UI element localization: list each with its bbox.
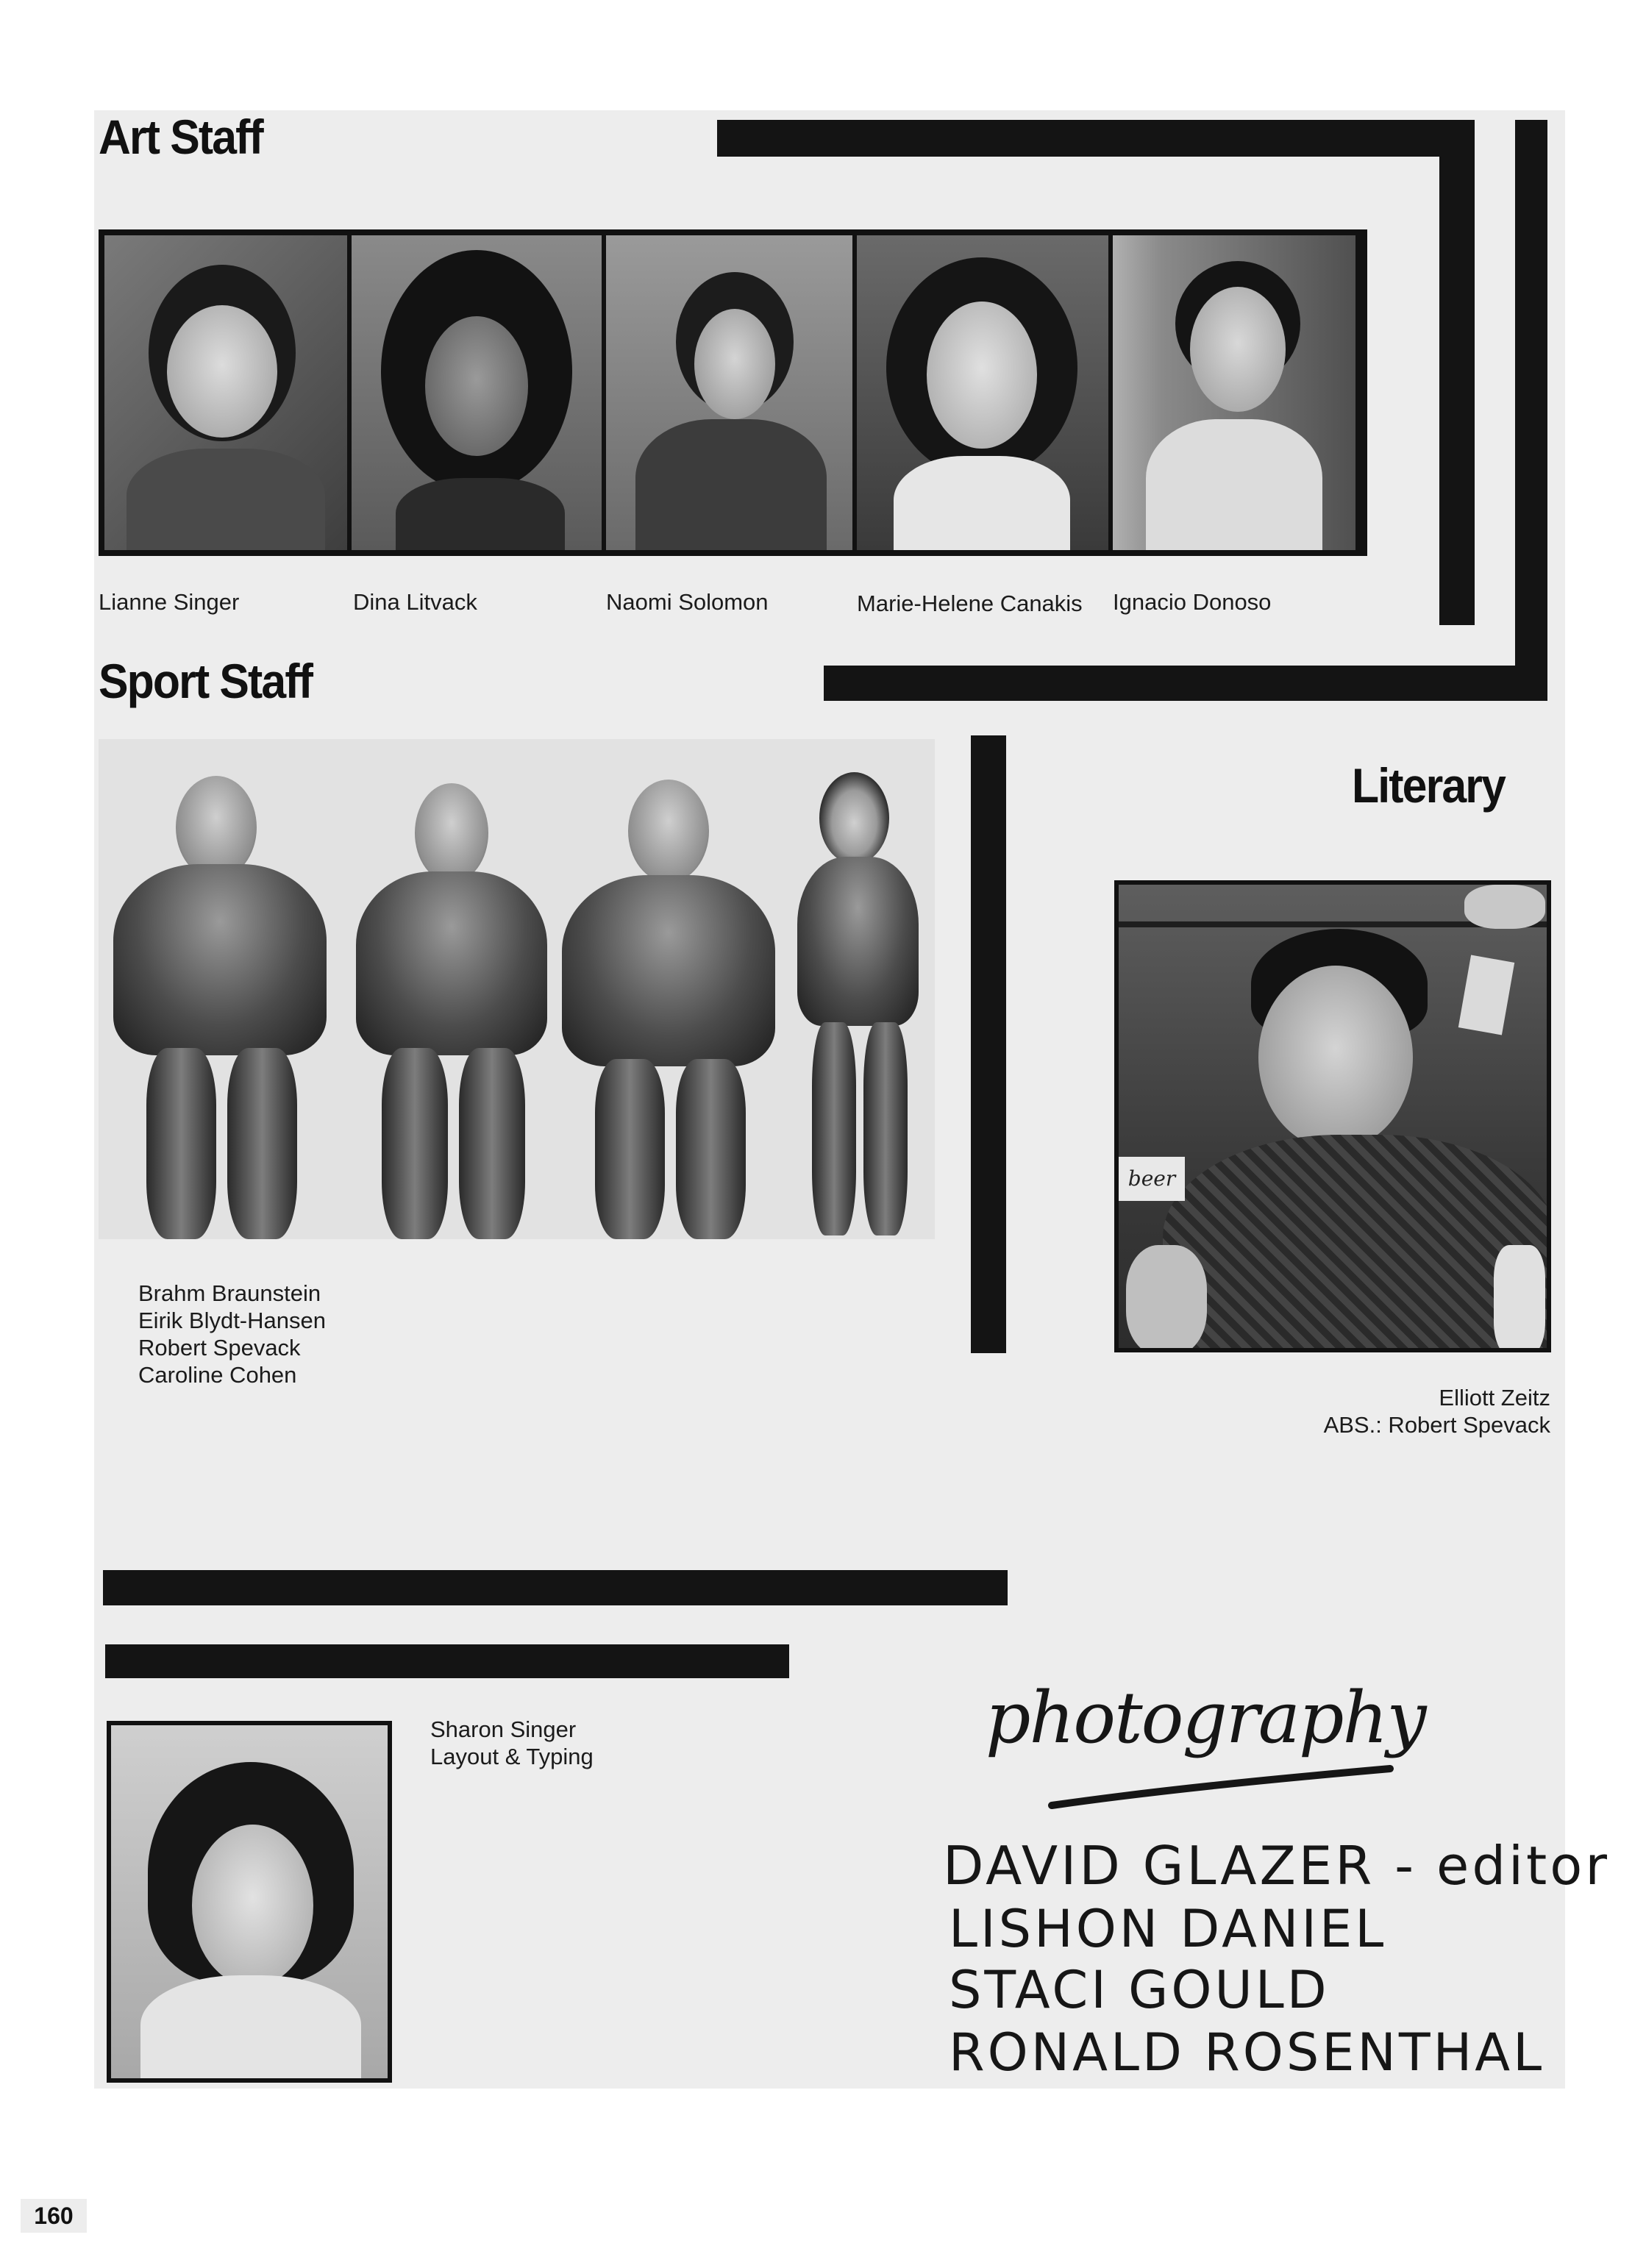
portrait-photo (352, 235, 602, 550)
decorative-bar (971, 735, 1006, 1353)
layout-typing-caption: Sharon Singer (430, 1716, 577, 1742)
portrait-photo (104, 235, 347, 550)
photography-name: LISHON DANIEL (949, 1899, 1387, 1959)
literary-caption: ABS.: Robert Spevack (1323, 1412, 1550, 1438)
photography-name: RONALD ROSENTHAL (949, 2022, 1545, 2083)
art-staff-caption: Naomi Solomon (606, 589, 769, 615)
layout-typing-caption: Layout & Typing (430, 1744, 594, 1769)
literary-photo (1114, 880, 1551, 1352)
sport-staff-caption: Eirik Blydt-Hansen (138, 1308, 326, 1333)
portrait-photo (1113, 235, 1355, 550)
photography-name: STACI GOULD (949, 1960, 1330, 2020)
portrait-photo (606, 235, 852, 550)
sport-staff-caption: Brahm Braunstein (138, 1280, 321, 1306)
beer-label: beer (1119, 1157, 1185, 1201)
sport-staff-caption: Caroline Cohen (138, 1362, 297, 1388)
decorative-bar (103, 1570, 1008, 1605)
decorative-bar (717, 120, 1475, 157)
page-number: 160 (21, 2199, 87, 2233)
photography-name: DAVID GLAZER - editor (943, 1835, 1610, 1897)
decorative-bar (105, 1644, 789, 1678)
literary-caption: Elliott Zeitz (1439, 1385, 1550, 1411)
decorative-bar (1515, 120, 1547, 701)
sport-staff-heading: Sport Staff (99, 654, 313, 708)
sport-staff-caption: Robert Spevack (138, 1335, 301, 1361)
art-staff-caption: Dina Litvack (353, 589, 477, 615)
art-staff-caption: Ignacio Donoso (1113, 589, 1272, 615)
literary-heading: Literary (1352, 758, 1506, 813)
underline-stroke (1044, 1765, 1397, 1816)
layout-typing-photo (107, 1721, 392, 2083)
decorative-bar (1439, 120, 1475, 625)
portrait-photo (857, 235, 1108, 550)
art-staff-photo-strip (99, 229, 1367, 556)
art-staff-caption: Marie-Helene Canakis (857, 591, 1083, 616)
photography-heading: photography (986, 1677, 1425, 1759)
sport-staff-photo (99, 739, 935, 1239)
decorative-bar (824, 666, 1547, 701)
art-staff-caption: Lianne Singer (99, 589, 240, 615)
art-staff-heading: Art Staff (99, 110, 263, 164)
